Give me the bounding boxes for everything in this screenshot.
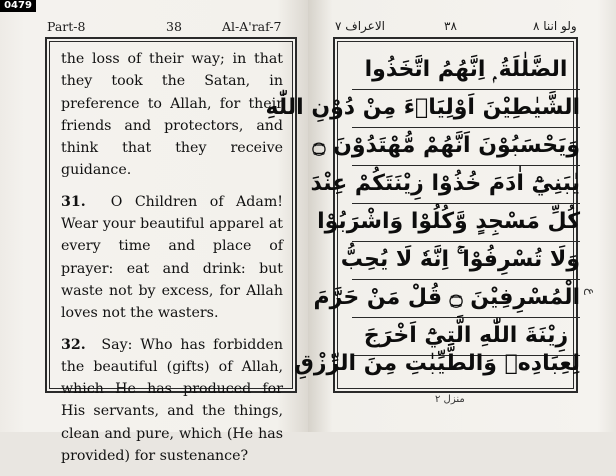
image-id-badge: 0479 [0,0,36,12]
arabic-line: وَلَا تُسْرِفُوْا ۚ اِنَّهٗ لَا يُحِبُّ [352,241,580,280]
arabic-line: كُلِّ مَسْجِدٍ وَّكُلُوْا وَاشْرَبُوْا [352,203,580,242]
arabic-line: لِعِبَادِهٖ وَالطَّيِّبٰتِ مِنَ الرِّزْقِ [294,351,580,376]
left-page [0,0,308,465]
surah-label-arabic: الاعراف ٧ [335,19,385,33]
arabic-line: الشَّيٰطِيْنَ اَوْلِيَاۗءَ مِنْ دُوْنِ اللّٰهِ [352,89,580,128]
arabic-line: الضَّلٰلَةُ ۭ اِنَّهُمُ اتَّخَذُوا [352,51,580,90]
page-number-arabic: ٣٨ [444,19,457,33]
arabic-line: يٰبَنِيْٓ اٰدَمَ خُذُوْا زِيْنَتَكُمْ عِنْدَ [352,165,580,204]
part-label-arabic: ولو اننا ٨ [533,19,577,33]
paragraph [61,334,283,468]
arabic-line: وَيَحْسَبُوْنَ اَنَّهُمْ مُّهْتَدُوْنَ ۝ [352,127,580,166]
manzil-footer: منزل ٢ [435,394,465,405]
verse-text: O Children of Adam! Wear your beautiful apparel at every time and place of prayer: eat and drink: but waste not by excess, for Allah loves not the wasters. [61,193,283,322]
verse-number: 31. [61,193,86,210]
right-page [265,0,616,432]
arabic-line: الْمُسْرِفِيْنَ ۝ قُلْ مَنْ حَرَّمَ [352,279,580,318]
verse-number: 32. [61,336,86,353]
paragraph [61,191,283,325]
arabic-line: زِيْنَةَ اللّٰهِ الَّتِيْٓ اَخْرَجَ [352,317,580,356]
translation-text [61,48,283,476]
ruku-mark: ع [584,288,598,296]
part-label: Part-8 [47,19,86,34]
verse-text: the loss of their way; in that they took the Satan, in preference to Allah, for their friends and protectors, and think that they receive guidance. [61,51,283,179]
page-number: 38 [166,19,182,34]
verse-text: Say: Who has forbidden the beautiful (gifts) of Allah, which He has produced for His servants, and the things, clean and pure, which (He has provided) for sustenance? [61,336,283,465]
surah-label: Al-A'raf-7 [222,19,282,34]
paragraph [61,48,283,182]
